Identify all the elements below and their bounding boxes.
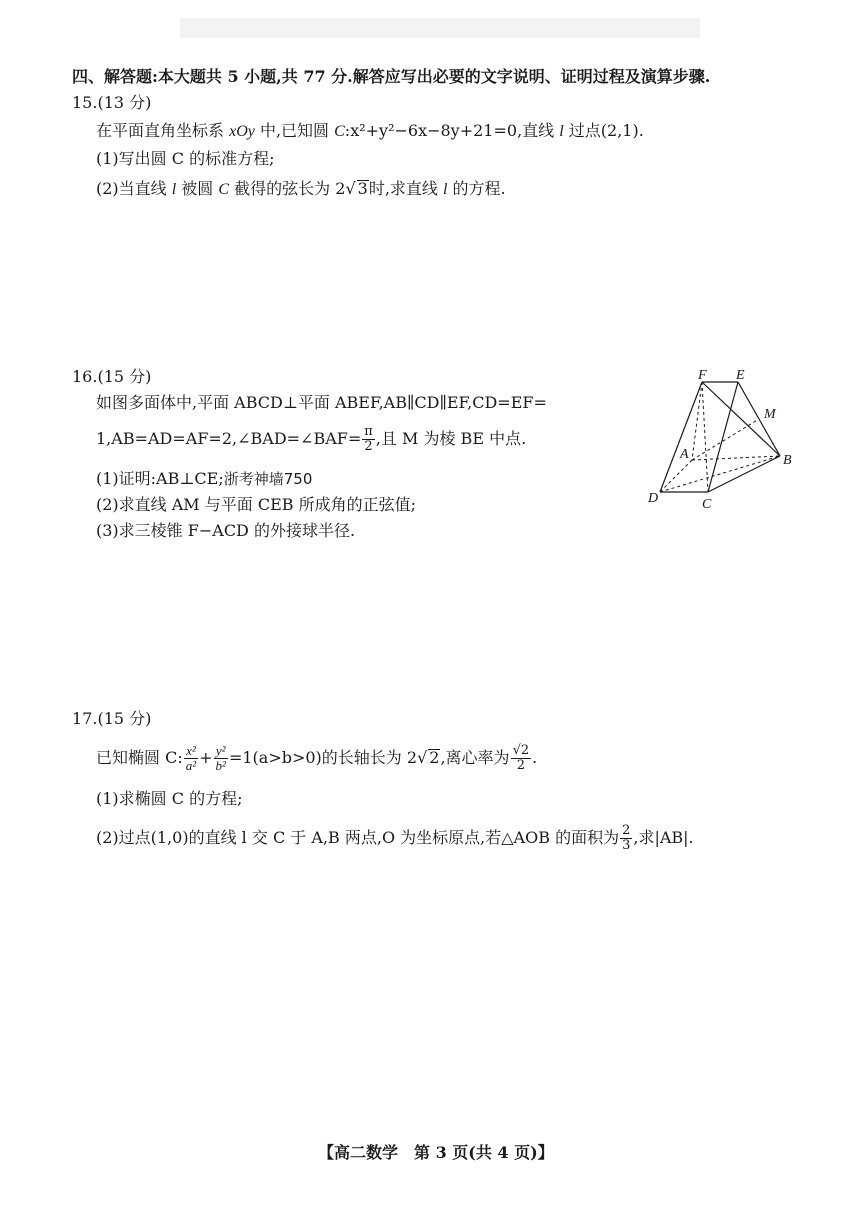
q17-stem-a: 已知椭圆 C: xyxy=(96,748,183,767)
q15-var-l: l xyxy=(559,123,564,140)
segment-fc-hidden xyxy=(702,382,708,492)
watermark-text: 浙考神墙750 xyxy=(223,470,313,488)
q15-p2-d: 截得的弦长为 2 xyxy=(229,179,346,198)
q17-stem-b: =1(a>b>0)的长轴长为 2 xyxy=(228,748,418,767)
edge-ad-hidden xyxy=(660,460,692,492)
page-footer: 【高二数学 第 3 页(共 4 页)】 xyxy=(318,1143,554,1162)
q15-var-c: C xyxy=(334,123,345,140)
frac-denominator: 3 xyxy=(622,838,631,853)
q15-var-xoy: xOy xyxy=(229,123,255,140)
frac-denominator: b² xyxy=(215,758,226,773)
label-d: D xyxy=(648,491,659,506)
y2-over-b2-fraction xyxy=(214,744,228,773)
q15-stem-end: 过点(2,1). xyxy=(563,121,644,140)
q15-stem-a: 在平面直角坐标系 xyxy=(96,121,230,140)
q17-p2-b: ,求|AB|. xyxy=(633,828,694,847)
q15-p2-l: l xyxy=(171,181,177,198)
q16-part2: (2)求直线 AM 与平面 CEB 所成角的正弦值; xyxy=(96,495,417,514)
x2-over-a2-fraction xyxy=(184,744,198,773)
q17-part1: (1)求椭圆 C 的方程; xyxy=(96,789,243,808)
label-f: F xyxy=(698,368,707,383)
frac-denominator: a² xyxy=(185,758,197,773)
q15-part2 xyxy=(96,178,506,201)
q16-p1-text: (1)证明:AB⊥CE; xyxy=(96,469,224,488)
q16-line2 xyxy=(96,424,526,454)
q15-p2-l2: l xyxy=(443,181,448,198)
edge-ab-hidden xyxy=(692,456,780,460)
q17-p2-a: (2)过点(1,0)的直线 l 交 C 于 A,B 两点,O 为坐标原点,若△AOB 的面积为 xyxy=(96,828,620,847)
q17-number: 17.(15 分) xyxy=(72,709,152,728)
label-b: B xyxy=(783,453,792,468)
frac-denominator: 2 xyxy=(364,439,373,454)
section-heading: 四、解答题:本大题共 5 小题,共 77 分.解答应写出必要的文字说明、证明过程及演算步骤. xyxy=(72,67,711,86)
frac-numerator: 2 xyxy=(622,823,631,838)
edge-fd xyxy=(660,382,702,492)
q15-part1: (1)写出圆 C 的标准方程; xyxy=(96,149,275,168)
q16-number: 16.(15 分) xyxy=(72,367,152,386)
sqrt-sign: √ xyxy=(345,179,356,198)
edge-ec xyxy=(708,382,738,492)
q17-stem-d: . xyxy=(532,748,538,767)
q17-stem xyxy=(96,738,537,778)
q17-stem-c: ,离心率为 xyxy=(440,748,510,767)
label-c: C xyxy=(702,497,712,512)
polyhedron-figure xyxy=(640,368,810,518)
q16-part3: (3)求三棱锥 F−ACD 的外接球半径. xyxy=(96,521,356,540)
sqrt-sign: √ xyxy=(417,748,428,767)
frac-denominator: 2 xyxy=(516,758,525,773)
q15-radicand: 3 xyxy=(357,179,368,198)
two-thirds-fraction xyxy=(620,824,632,853)
q15-p2-b: 被圆 xyxy=(176,179,219,198)
q15-p2-e: 时,求直线 xyxy=(368,179,444,198)
q16-line2-b: ,且 M 为棱 BE 中点. xyxy=(375,429,527,448)
frac-numerator: y² xyxy=(214,744,228,759)
frac-numerator: x² xyxy=(184,744,198,759)
segment-am-hidden xyxy=(692,419,759,460)
q17-part2 xyxy=(96,820,694,856)
q16-line2-a: 1,AB=AD=AF=2,∠BAD=∠BAF= xyxy=(96,429,362,448)
label-e: E xyxy=(736,368,745,383)
q17-radicand: 2 xyxy=(429,748,440,767)
label-a: A xyxy=(680,447,689,462)
q15-stem-b: 中,已知圆 xyxy=(254,121,335,140)
sqrt2-over-2-fraction xyxy=(511,744,532,773)
label-m: M xyxy=(764,407,776,422)
frac-numerator: √2 xyxy=(512,743,530,758)
q15-stem xyxy=(96,120,644,143)
q15-number: 15.(13 分) xyxy=(72,93,152,112)
q15-equation: :x²+y²−6x−8y+21=0,直线 xyxy=(344,121,560,140)
q15-p2-a: (2)当直线 xyxy=(96,179,172,198)
q15-p2-c: C xyxy=(218,181,230,198)
scan-artifact-bar xyxy=(180,18,700,38)
q16-line1: 如图多面体中,平面 ABCD⊥平面 ABEF,AB∥CD∥EF,CD=EF= xyxy=(96,393,547,412)
plus-sign: + xyxy=(199,748,213,767)
q15-p2-f: 的方程. xyxy=(447,179,506,198)
frac-numerator: π xyxy=(364,424,373,439)
pi-over-2-fraction xyxy=(362,425,375,454)
q16-part1 xyxy=(96,468,312,490)
